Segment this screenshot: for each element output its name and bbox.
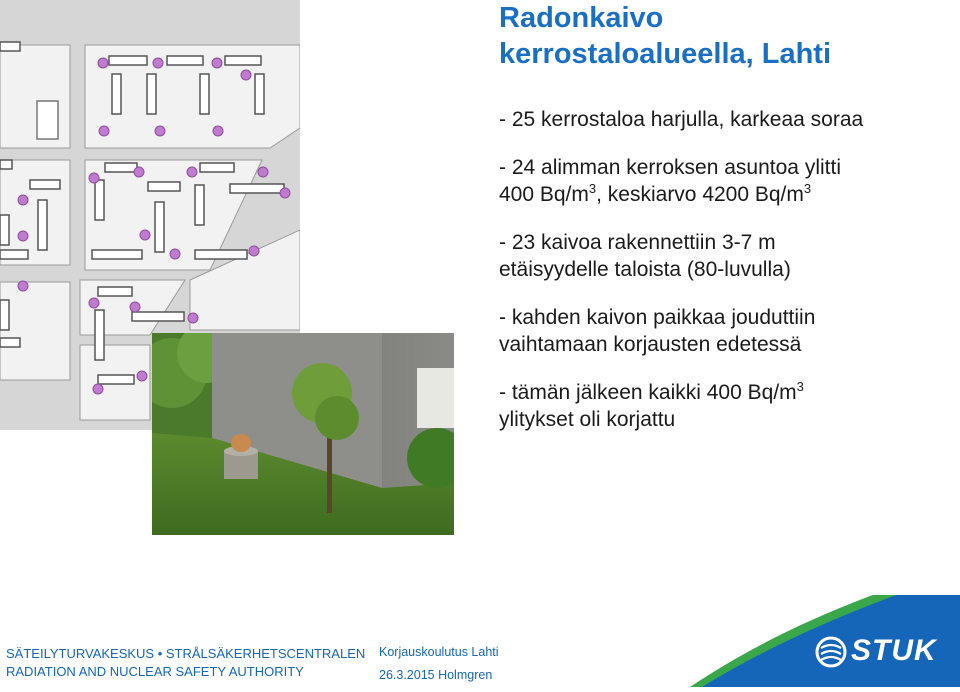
bullet-1 — [499, 106, 949, 133]
stuk-logo — [815, 632, 945, 672]
bullet-5-line-2: ylitykset oli korjattu — [499, 408, 676, 431]
bullet-2-line-1: - 24 alimman kerroksen asuntoa ylitti — [499, 156, 841, 179]
bullet-3-line-2: etäisyydelle taloista (80-luvulla) — [499, 258, 791, 281]
bullet-5-sup: 3 — [796, 379, 804, 394]
bullet-2 — [499, 154, 949, 208]
radon-well-photo-drawing — [152, 333, 454, 535]
bullet-2-sup-2: 3 — [803, 181, 812, 196]
footer-course: Korjauskoulutus Lahti — [379, 645, 499, 659]
bullet-2-line-2a: 400 Bq/m — [499, 183, 589, 206]
bullet-2-sup-1: 3 — [588, 181, 597, 196]
footer-org-line-2: RADIATION AND NUCLEAR SAFETY AUTHORITY — [6, 664, 304, 679]
footer-org-line-1: SÄTEILYTURVAKESKUS • STRÅLSÄKERHETSCENTRALEN — [6, 646, 366, 661]
bullet-3 — [499, 229, 949, 283]
bullet-3-line-1: - 23 kaivoa rakennettiin 3-7 m — [499, 231, 776, 254]
bullet-5 — [499, 379, 949, 433]
bullet-5-line-1: - tämän jälkeen kaikki 400 Bq/m — [499, 381, 797, 404]
bullet-4-line-1: - kahden kaivon paikkaa jouduttiin — [499, 306, 816, 329]
bullet-4-line-2: vaihtamaan korjausten edetessä — [499, 333, 802, 356]
footer-date-author: 26.3.2015 Holmgren — [379, 668, 493, 682]
stuk-logo-text: STUK — [851, 634, 937, 667]
bullet-4 — [499, 304, 949, 358]
bullet-list — [499, 106, 949, 454]
bullet-2-line-2b: , keskiarvo 4200 Bq/m — [596, 183, 804, 206]
slide-title — [499, 0, 831, 72]
bullet-1-text: - 25 kerrostaloa harjulla, karkeaa soraa — [499, 108, 864, 131]
title-line-2: kerrostaloalueella, Lahti — [499, 38, 832, 70]
radon-well-photo — [152, 333, 454, 535]
title-line-1: Radonkaivo — [499, 2, 664, 34]
